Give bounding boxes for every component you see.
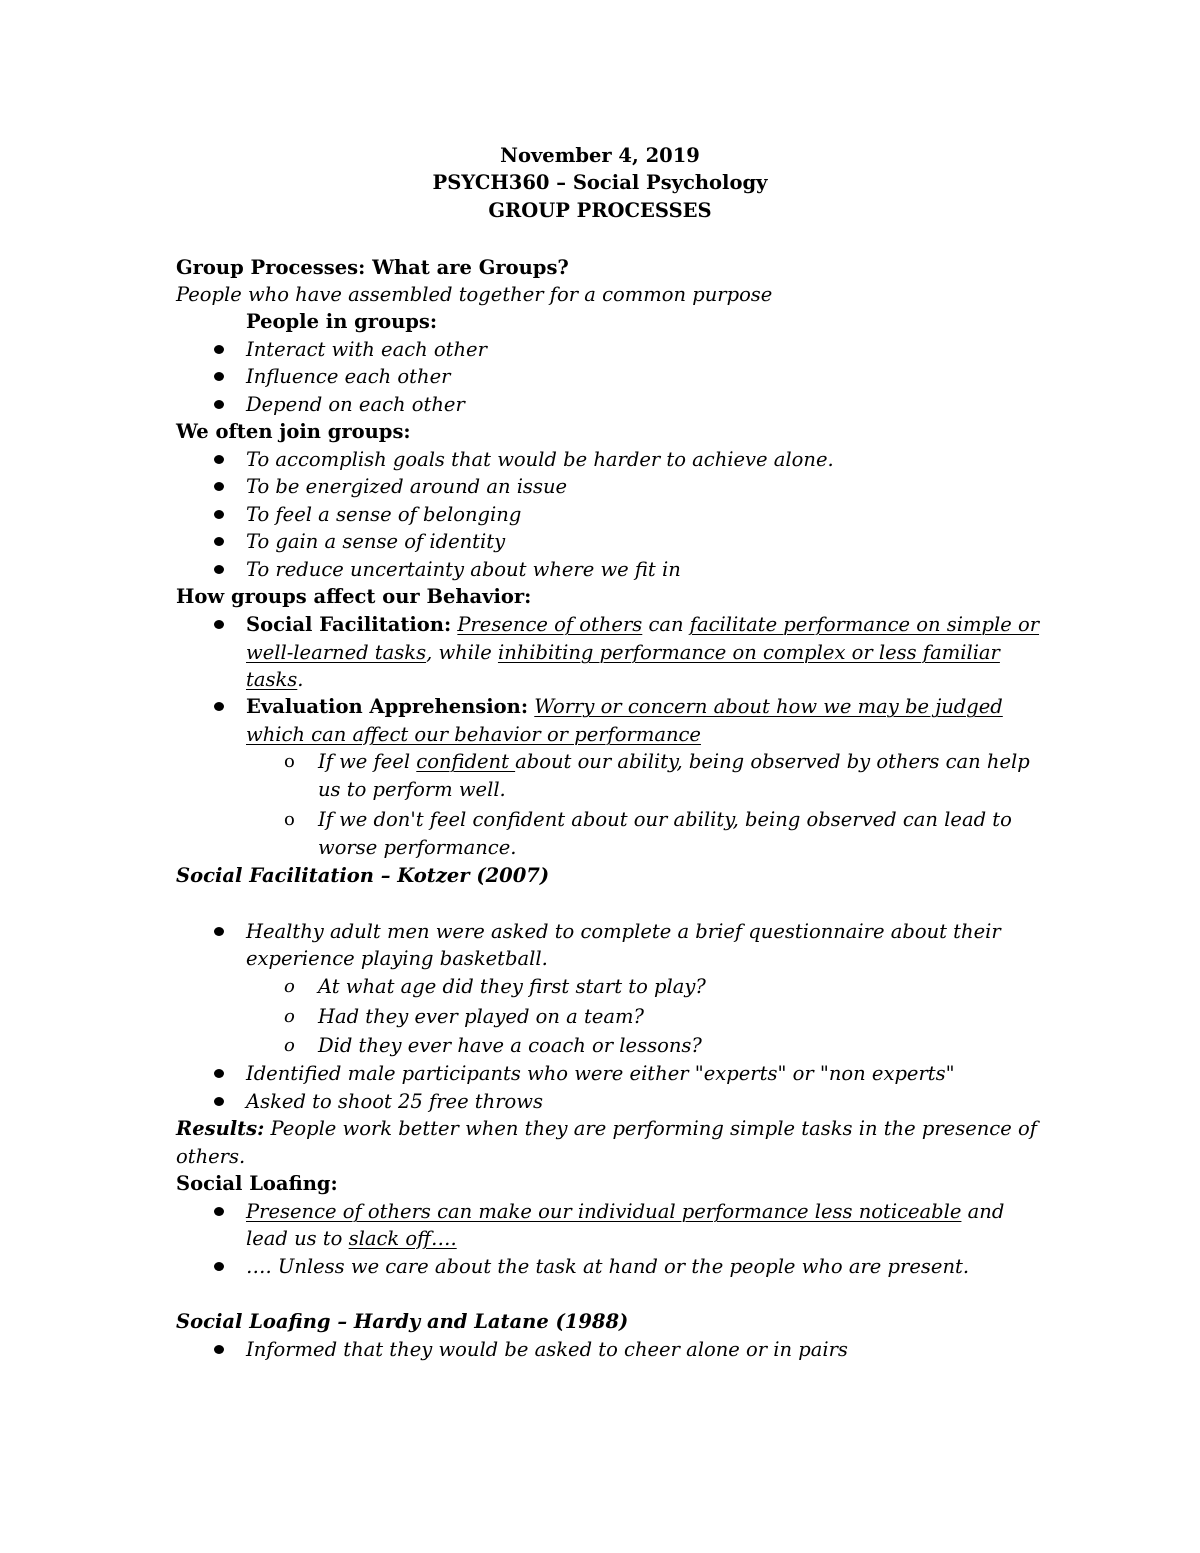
sub-item-line — [318, 750, 1030, 774]
term-social-facilitation: Social Facilitation: — [246, 613, 452, 636]
results-label: Results: — [176, 1117, 265, 1140]
list-item: To be energized around an issue — [246, 475, 568, 498]
evaluation-apprehension-line2: which can affect our behavior or performance — [246, 723, 701, 746]
definition-underlined: facilitate performance on simple or — [689, 613, 1040, 636]
sub-item-underlined: confident — [416, 750, 516, 773]
behavior-heading: How groups affect our Behavior: — [176, 585, 532, 608]
list-item: To feel a sense of belonging — [246, 503, 522, 526]
evaluation-apprehension-line1 — [246, 695, 1003, 719]
definition-underlined: Worry or concern about how we may be judged — [534, 695, 1003, 718]
sub-bullet-icon: o — [284, 1035, 295, 1056]
bullet-icon — [214, 482, 224, 491]
groups-heading: Group Processes: What are Groups? — [176, 256, 569, 279]
bullet-icon — [214, 565, 224, 574]
bullet-icon — [214, 345, 224, 354]
bullet-icon — [214, 620, 224, 629]
definition-underlined: inhibiting performance on complex or less familiar — [497, 641, 1000, 664]
bullet-icon — [214, 1069, 224, 1078]
results-text: People work better when they are performing simple tasks in the presence of — [264, 1117, 1037, 1140]
definition-underlined: Presence of others can make our individual performance less noticeable — [246, 1200, 962, 1223]
social-facilitation-line3 — [246, 668, 304, 692]
bullet-icon — [214, 537, 224, 546]
list-item: Depend on each other — [246, 393, 465, 416]
list-item: …. Unless we care about the task at hand or the people who are present. — [246, 1255, 970, 1278]
sub-item-text: about our ability, being observed by others can help — [515, 750, 1030, 773]
definition-underlined: tasks — [246, 668, 298, 691]
sub-bullet-icon: o — [284, 1006, 295, 1027]
bullet-icon — [214, 455, 224, 464]
list-item: To gain a sense of identity — [246, 530, 506, 553]
hardy-latane-heading: Social Loafing – Hardy and Latane (1988) — [176, 1310, 629, 1333]
results-line1 — [176, 1117, 1037, 1141]
definition-text: , while — [426, 641, 498, 664]
groups-definition: People who have assembled together for a common purpose — [176, 283, 773, 306]
social-facilitation-line2 — [246, 641, 1000, 665]
sub-item-line: worse performance. — [318, 836, 517, 859]
definition-text: . — [297, 668, 304, 691]
term-evaluation-apprehension: Evaluation Apprehension: — [246, 695, 529, 718]
sub-item-line: If we don't feel confident about our ability, being observed can lead to — [318, 808, 1012, 831]
social-loafing-heading: Social Loafing: — [176, 1172, 338, 1195]
definition-underlined: Presence of others — [457, 613, 643, 636]
bullet-icon — [214, 372, 224, 381]
join-groups-heading: We often join groups: — [176, 420, 411, 443]
list-item: Interact with each other — [246, 338, 487, 361]
bullet-icon — [214, 1097, 224, 1106]
bullet-icon — [214, 510, 224, 519]
list-item: experience playing basketball. — [246, 947, 548, 970]
list-item: Influence each other — [246, 365, 451, 388]
document-date: November 4, 2019 — [500, 144, 700, 167]
bullet-icon — [214, 1262, 224, 1271]
list-item: To reduce uncertainty about where we fit in — [246, 558, 681, 581]
sub-item-line: Did they ever have a coach or lessons? — [318, 1034, 702, 1057]
sub-bullet-icon: o — [284, 751, 295, 772]
definition-text: lead us to — [246, 1227, 349, 1250]
sub-item-line: us to perform well. — [318, 778, 506, 801]
bullet-icon — [214, 702, 224, 711]
definition-text: and — [961, 1200, 1005, 1223]
bullet-icon — [214, 1345, 224, 1354]
people-in-groups-heading: People in groups: — [246, 310, 438, 333]
sub-bullet-icon: o — [284, 976, 295, 997]
sub-item-text: If we feel — [318, 750, 417, 773]
bullet-icon — [214, 1207, 224, 1216]
bullet-icon — [214, 927, 224, 936]
social-facilitation-line1 — [246, 613, 1039, 637]
list-item: Identified male participants who were either "experts" or "non experts" — [246, 1062, 955, 1085]
course-title: PSYCH360 – Social Psychology — [432, 171, 768, 194]
sub-item-line: At what age did they first start to play? — [318, 975, 706, 998]
list-item: Asked to shoot 25 free throws — [246, 1090, 543, 1113]
results-line2: others. — [176, 1145, 246, 1168]
list-item — [246, 1200, 1004, 1224]
definition-text: can — [642, 613, 690, 636]
list-item: Informed that they would be asked to cheer alone or in pairs — [246, 1338, 848, 1361]
bullet-icon — [214, 400, 224, 409]
list-item: To accomplish goals that would be harder to achieve alone. — [246, 448, 834, 471]
list-item: Healthy adult men were asked to complete a brief questionnaire about their — [246, 920, 1001, 943]
kotzer-heading: Social Facilitation – Kotzer (2007) — [176, 864, 550, 887]
sub-bullet-icon: o — [284, 809, 295, 830]
definition-underlined: well-learned tasks — [246, 641, 427, 664]
list-item — [246, 1227, 457, 1251]
sub-item-line: Had they ever played on a team? — [318, 1005, 644, 1028]
definition-underlined: slack off…. — [348, 1227, 457, 1250]
topic-title: GROUP PROCESSES — [488, 199, 712, 222]
